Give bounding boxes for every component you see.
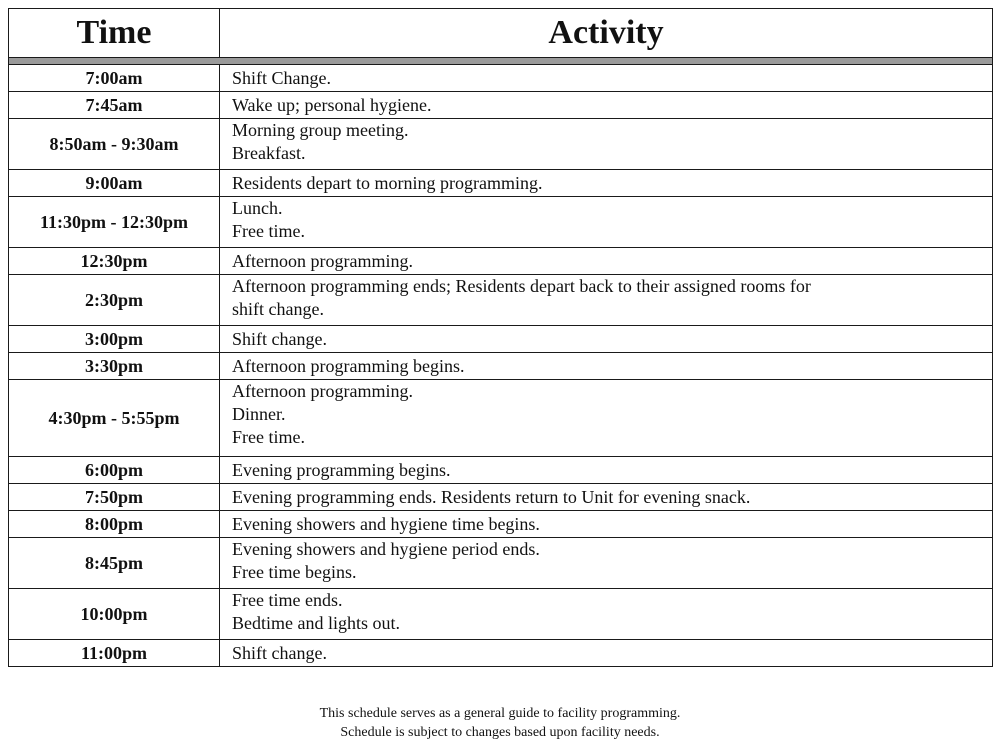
schedule-activity xyxy=(220,511,993,538)
schedule-row xyxy=(9,538,993,589)
schedule-row xyxy=(9,511,993,538)
schedule-table-wrapper xyxy=(8,8,992,667)
schedule-time: 9:00am xyxy=(9,170,220,197)
activity-line: Evening showers and hygiene period ends. xyxy=(232,539,540,559)
activity-line: Afternoon programming. xyxy=(232,251,413,271)
schedule-activity xyxy=(220,326,993,353)
schedule-activity xyxy=(220,65,993,92)
activity-line: Afternoon programming. xyxy=(232,381,413,401)
schedule-row xyxy=(9,197,993,248)
schedule-time: 7:50pm xyxy=(9,484,220,511)
schedule-activity xyxy=(220,538,993,589)
schedule-activity xyxy=(220,457,993,484)
schedule-activity xyxy=(220,484,993,511)
schedule-row xyxy=(9,275,993,326)
schedule-time: 2:30pm xyxy=(9,275,220,326)
activity-line: Morning group meeting. xyxy=(232,120,409,140)
schedule-activity xyxy=(220,640,993,667)
schedule-time: 8:50am - 9:30am xyxy=(9,119,220,170)
schedule-time: 11:00pm xyxy=(9,640,220,667)
activity-line: Residents depart to morning programming. xyxy=(232,173,543,193)
activity-line: Afternoon programming begins. xyxy=(232,356,465,376)
footer-note-1: This schedule serves as a general guide to facility programming. xyxy=(319,706,681,721)
schedule-row xyxy=(9,353,993,380)
schedule-time: 12:30pm xyxy=(9,248,220,275)
activity-line: Lunch. xyxy=(232,198,283,218)
schedule-row xyxy=(9,380,993,457)
schedule-row xyxy=(9,65,993,92)
schedule-row xyxy=(9,484,993,511)
schedule-time: 8:45pm xyxy=(9,538,220,589)
schedule-row xyxy=(9,326,993,353)
activity-line: Evening programming ends. Residents return to Unit for evening snack. xyxy=(232,487,751,507)
activity-line: Wake up; personal hygiene. xyxy=(232,95,432,115)
activity-line: Free time ends. xyxy=(232,590,343,610)
activity-line: Evening programming begins. xyxy=(232,460,451,480)
activity-line: Breakfast. xyxy=(232,143,306,163)
schedule-row xyxy=(9,640,993,667)
time-column-header: Time xyxy=(9,9,220,58)
schedule-activity xyxy=(220,380,993,457)
header-row xyxy=(9,9,993,58)
schedule-activity xyxy=(220,275,993,326)
schedule-row xyxy=(9,457,993,484)
schedule-activity xyxy=(220,170,993,197)
activity-line: shift change. xyxy=(232,299,324,319)
schedule-row xyxy=(9,170,993,197)
activity-line: Dinner. xyxy=(232,404,286,424)
schedule-activity xyxy=(220,248,993,275)
activity-line: Free time. xyxy=(232,221,305,241)
activity-line: Free time. xyxy=(232,427,305,447)
schedule-time: 3:30pm xyxy=(9,353,220,380)
activity-line: Shift change. xyxy=(232,329,327,349)
activity-line: Evening showers and hygiene time begins. xyxy=(232,514,540,534)
schedule-time: 7:45am xyxy=(9,92,220,119)
activity-line: Bedtime and lights out. xyxy=(232,613,400,633)
schedule-time: 3:00pm xyxy=(9,326,220,353)
schedule-time: 7:00am xyxy=(9,65,220,92)
schedule-activity xyxy=(220,197,993,248)
footer-note-2: Schedule is subject to changes based upon facility needs. xyxy=(340,725,660,740)
schedule-row xyxy=(9,119,993,170)
activity-line: Shift Change. xyxy=(232,68,331,88)
schedule-row xyxy=(9,92,993,119)
schedule-time: 10:00pm xyxy=(9,589,220,640)
schedule-time: 4:30pm - 5:55pm xyxy=(9,380,220,457)
schedule-table xyxy=(8,8,993,667)
schedule-time: 8:00pm xyxy=(9,511,220,538)
activity-line: Free time begins. xyxy=(232,562,357,582)
schedule-time: 6:00pm xyxy=(9,457,220,484)
schedule-row xyxy=(9,248,993,275)
schedule-activity xyxy=(220,119,993,170)
activity-line: Shift change. xyxy=(232,643,327,663)
header-separator xyxy=(9,58,993,65)
schedule-activity xyxy=(220,589,993,640)
schedule-time: 11:30pm - 12:30pm xyxy=(9,197,220,248)
activity-line: Afternoon programming ends; Residents depart back to their assigned rooms for xyxy=(232,276,811,296)
schedule-activity xyxy=(220,92,993,119)
schedule-activity xyxy=(220,353,993,380)
schedule-row xyxy=(9,589,993,640)
activity-column-header: Activity xyxy=(220,9,993,58)
